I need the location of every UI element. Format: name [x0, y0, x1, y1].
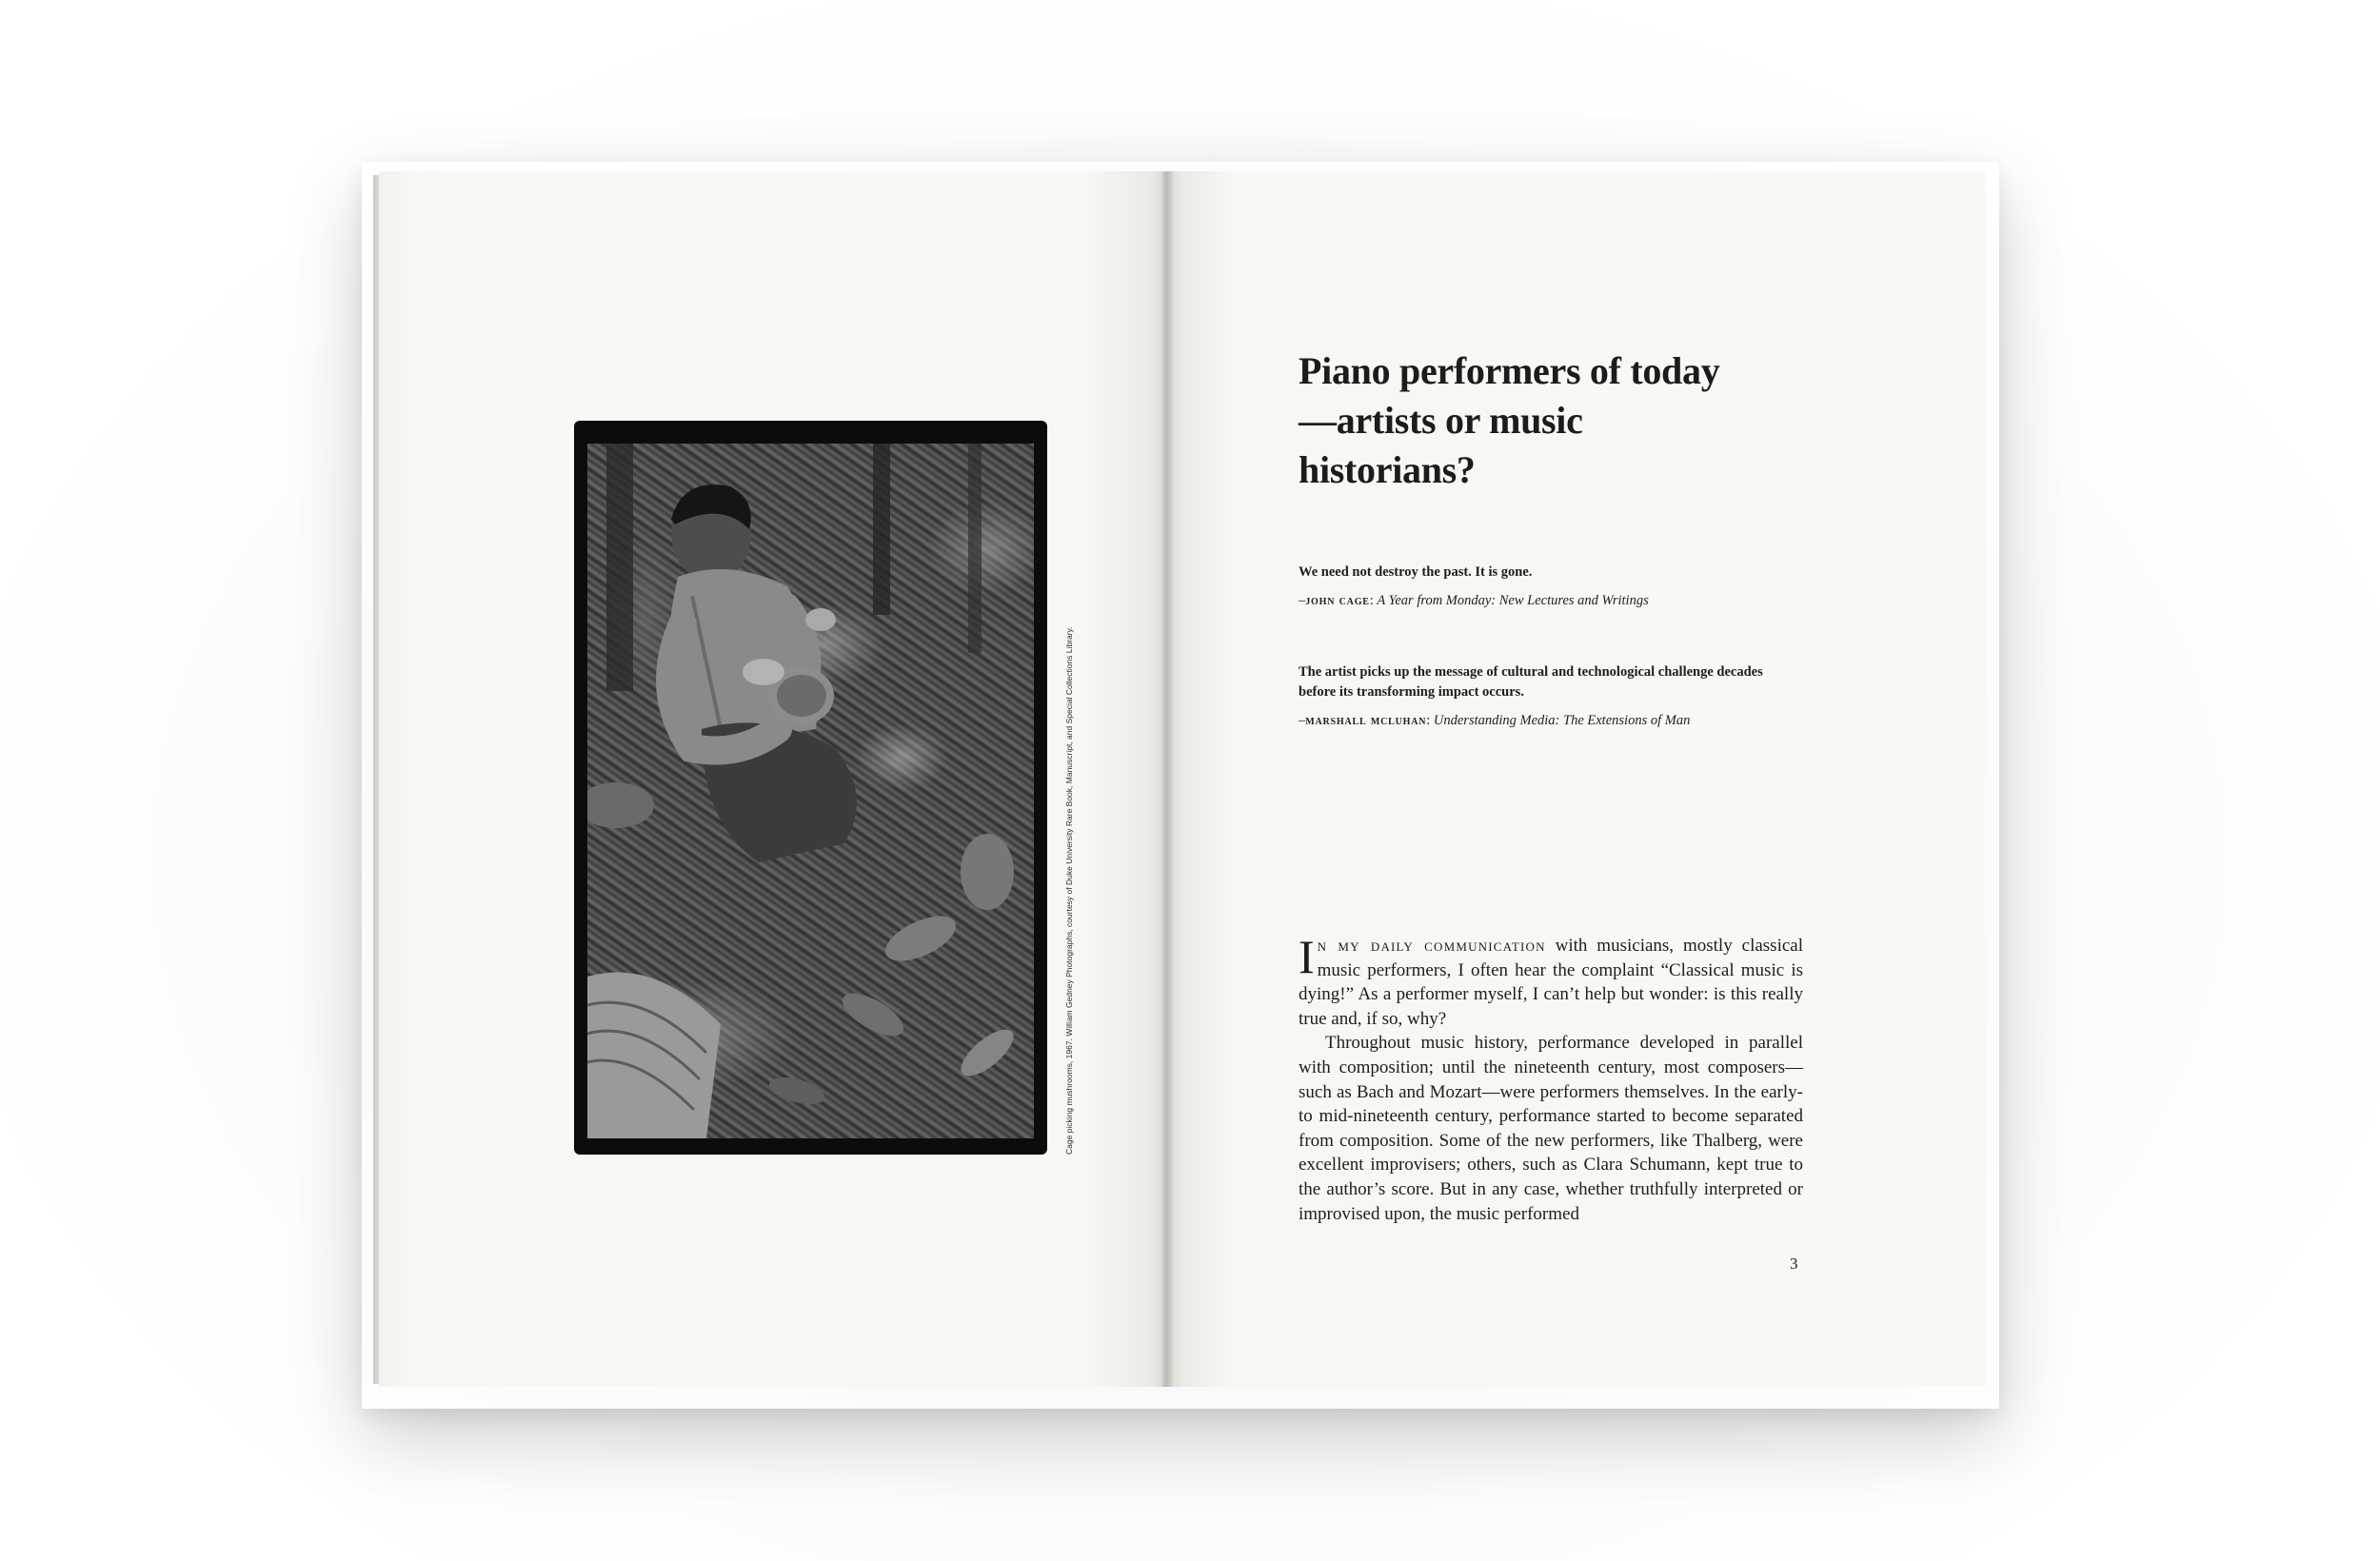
paragraph-text: with musicians, mostly classical music performers, I often hear the complaint “Classical music is dying!” As a performer myself, I can’t help but wonder: is this really true and, if so, why? [1299, 936, 1804, 1029]
epigraph-attribution [1299, 591, 1794, 610]
epigraph-quote: The artist picks up the message of cultural and technological challenge decades before its transforming impact occurs. [1299, 664, 1763, 700]
photograph [574, 421, 1047, 1155]
body-paragraph [1299, 930, 1804, 1031]
attribution-author: john cage [1305, 593, 1370, 608]
chapter-title: Piano performers of today—artists or music historians? [1299, 349, 1720, 491]
opening-small-caps: n my daily communication [1317, 936, 1546, 956]
epigraph-attribution [1299, 711, 1794, 730]
photo-illustration [587, 444, 1034, 1138]
photo-caption: Cage picking mushrooms, 1967. William Gedney Photographs, courtesy of Duke University Rare Book, Manuscript, and Special Collections Library. [1064, 626, 1074, 1155]
attribution-work: Understanding Media: The Extensions of Man [1433, 713, 1691, 728]
epigraph-quote: We need not destroy the past. It is gone. [1299, 564, 1533, 580]
attribution-dash: – [1299, 593, 1306, 608]
attribution-author: marshall mcluhan [1305, 713, 1427, 728]
drop-cap: I [1299, 930, 1315, 983]
book-gutter [1160, 171, 1173, 1387]
photo-man-picking-mushrooms [587, 444, 1034, 1138]
attribution-work: A Year from Monday: New Lectures and Writings [1377, 593, 1649, 608]
attribution-separator: : [1426, 713, 1434, 728]
page-number: 3 [1790, 1255, 1798, 1273]
epigraph [1299, 662, 1794, 730]
body-paragraph: Throughout music history, performance developed in parallel with composition; until the nineteenth century, most composers—such as Bach and Mozart—were performers themselves. In the early- to mid-nineteenth century, performance started to become separated from composition. Some of the new performers, like Thalberg, were excellent improvisers; others, such as Clara Schumann, kept true to the author’s score. But in any case, whether truthfully interpreted or improvised upon, the music performed [1299, 1033, 1803, 1224]
epigraph [1299, 563, 1794, 610]
attribution-dash: – [1299, 713, 1306, 728]
attribution-separator: : [1369, 593, 1378, 608]
body-text [1299, 930, 1804, 1226]
